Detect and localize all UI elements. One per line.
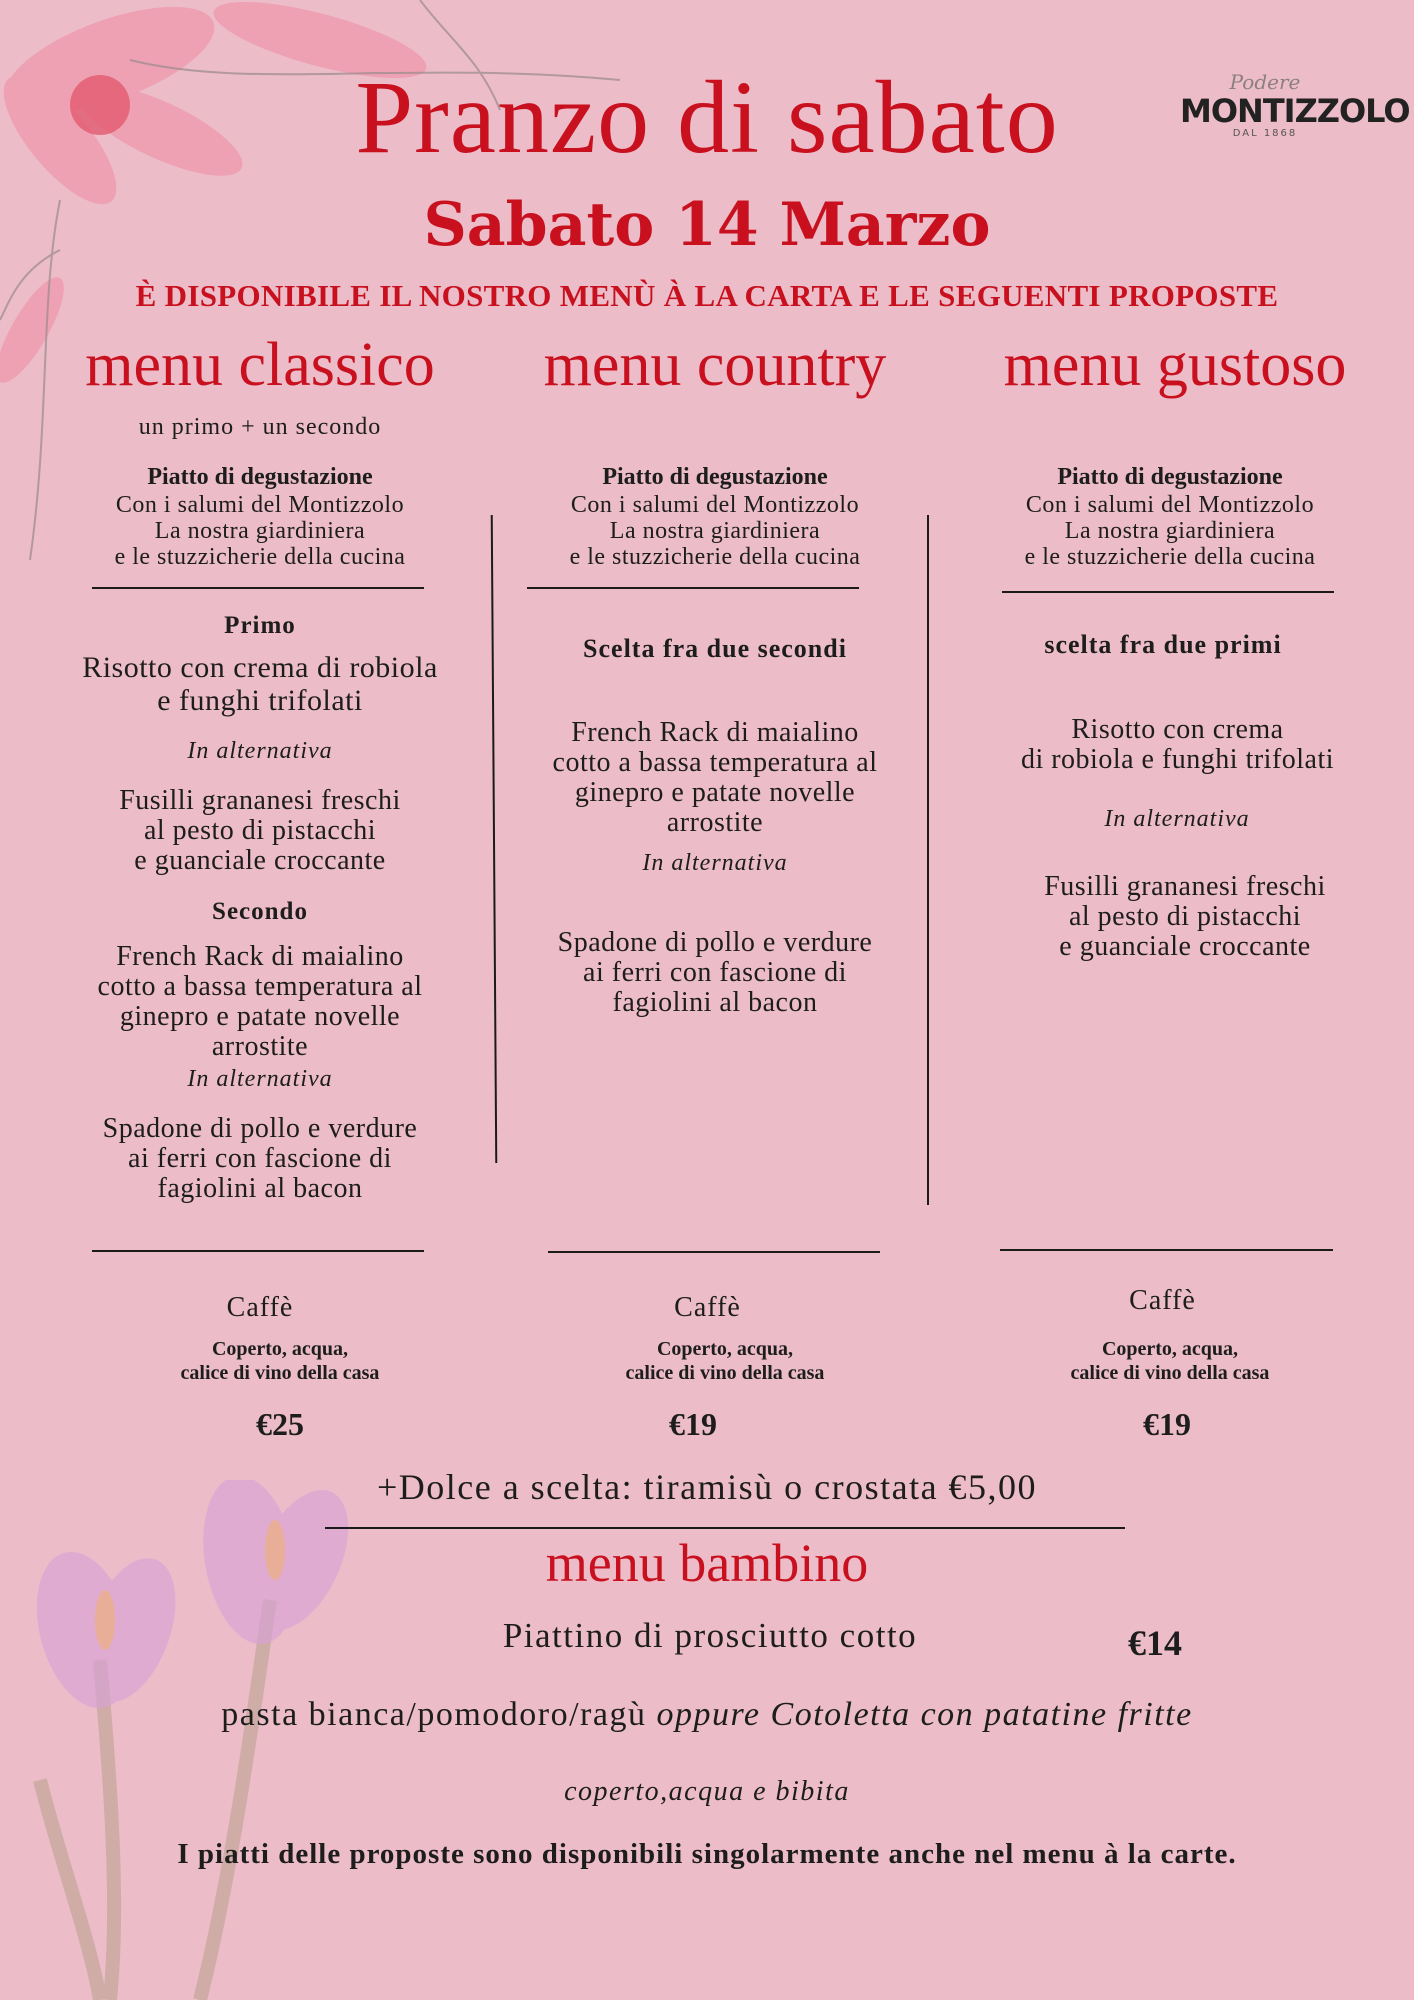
gustoso-choice-label: scelta fra due primi (1044, 630, 1282, 659)
country-tasting-lines: Con i salumi del Montizzolo La nostra giardiniera e le stuzzicherie della cucina (569, 492, 861, 570)
country-dish-1: French Rack di maialino cotto a bassa temperatura al ginepro e patate novelle arrostite (552, 717, 878, 838)
kids-pasta: pasta bianca/pomodoro/ragù oppure Cotoletta con patatine fritte (221, 1696, 1193, 1733)
column-divider (491, 515, 498, 1163)
classico-alt-2: In alternativa (187, 1066, 333, 1092)
country-tasting-title: Piatto di degustazione (602, 464, 828, 490)
page-subtitle: È DISPONIBILE IL NOSTRO MENÙ À LA CARTA E LE SEGUENTI PROPOSTE (135, 278, 1279, 313)
classico-primo-label: Primo (224, 612, 296, 639)
country-coffee: Caffè (674, 1292, 741, 1323)
menu-country-title: menu country (543, 331, 887, 399)
country-alt: In alternativa (642, 850, 788, 876)
page-title: Pranzo di sabato (355, 60, 1059, 175)
logo-since: DAL 1868 (1232, 128, 1298, 139)
classico-alt-1: In alternativa (187, 738, 333, 764)
gustoso-dish-2: Fusilli grananesi freschi al pesto di pistacchi e guanciale croccante (1044, 871, 1326, 962)
dessert-note: +Dolce a scelta: tiramisù o crostata €5,00 (376, 1467, 1038, 1507)
classico-secondo-dish-2: Spadone di pollo e verdure ai ferri con fascione di fagiolini al bacon (102, 1113, 418, 1204)
gustoso-alt: In alternativa (1104, 806, 1250, 832)
brand-logo (1180, 70, 1410, 160)
gustoso-price: €19 (1143, 1406, 1191, 1442)
separator-line (92, 1250, 424, 1252)
separator-line (1002, 591, 1334, 593)
gustoso-coffee: Caffè (1129, 1285, 1196, 1316)
country-choice-label: Scelta fra due secondi (583, 634, 847, 663)
gustoso-extras: Coperto, acqua, calice di vino della casa (1070, 1338, 1270, 1384)
logo-brand: MONTIZZOLO (1180, 92, 1410, 130)
menu-bambino-title: menu bambino (545, 1533, 869, 1593)
logo-script: Podere (1229, 70, 1301, 94)
classico-note: un primo + un secondo (138, 414, 382, 440)
separator-line (548, 1251, 880, 1253)
classico-extras: Coperto, acqua, calice di vino della casa (180, 1338, 380, 1384)
menu-gustoso-title: menu gustoso (1003, 331, 1347, 399)
classico-tasting-title: Piatto di degustazione (147, 464, 373, 490)
menu-classico-title: menu classico (85, 331, 435, 399)
country-price: €19 (669, 1406, 717, 1442)
separator-line (1000, 1249, 1333, 1251)
classico-secondo-label: Secondo (212, 898, 308, 925)
classico-secondo-dish-1: French Rack di maialino cotto a bassa temperatura al ginepro e patate novelle arrostite (97, 941, 423, 1062)
kids-extras: coperto,acqua e bibita (564, 1776, 850, 1807)
country-extras: Coperto, acqua, calice di vino della casa (625, 1338, 825, 1384)
kids-price: €14 (1128, 1623, 1182, 1663)
footer-note: I piatti delle proposte sono disponibili singolarmente anche nel menu à la carte. (177, 1838, 1237, 1870)
classico-primo-dish-1: Risotto con crema di robiola e funghi trifolati (82, 651, 438, 717)
kids-item: Piattino di prosciutto cotto (502, 1616, 918, 1655)
classico-coffee: Caffè (226, 1292, 294, 1323)
country-dish-2: Spadone di pollo e verdure ai ferri con fascione di fagiolini al bacon (557, 927, 873, 1018)
classico-price: €25 (256, 1406, 304, 1442)
classico-tasting-lines: Con i salumi del Montizzolo La nostra giardiniera e le stuzzicherie della cucina (114, 492, 406, 570)
separator-line (325, 1527, 1125, 1529)
gustoso-tasting-lines: Con i salumi del Montizzolo La nostra giardiniera e le stuzzicherie della cucina (1024, 492, 1316, 570)
gustoso-dish-1: Risotto con crema di robiola e funghi trifolati (1020, 714, 1335, 775)
event-date: Sabato 14 Marzo (423, 190, 991, 260)
gustoso-tasting-title: Piatto di degustazione (1057, 464, 1283, 490)
separator-line (527, 587, 859, 589)
separator-line (92, 587, 424, 589)
classico-primo-dish-2: Fusilli grananesi freschi al pesto di pistacchi e guanciale croccante (119, 785, 401, 876)
